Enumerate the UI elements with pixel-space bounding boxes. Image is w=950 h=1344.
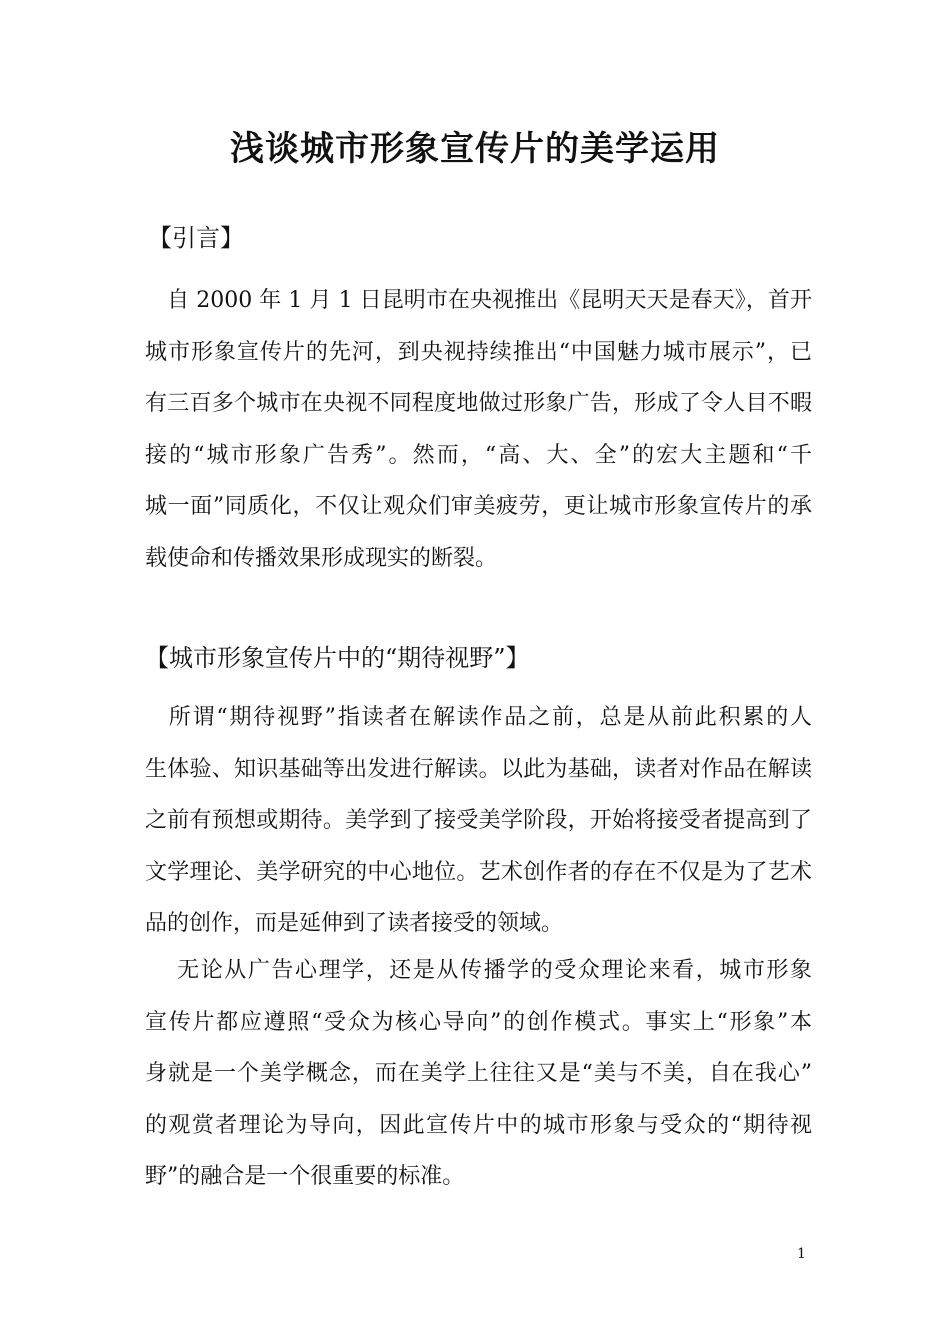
paragraph-line: 所谓“期待视野”指读者在解读作品之前，总是从前此积累的人 bbox=[145, 705, 812, 730]
paragraph-line: 身就是一个美学概念，而在美学上往往又是“美与不美，自在我心” bbox=[145, 1061, 812, 1086]
paragraph-line: 野”的融合是一个很重要的标准。 bbox=[145, 1164, 465, 1189]
paragraph-line: 城一面”同质化，不仅让观众们审美疲劳，更让城市形象宣传片的承 bbox=[145, 494, 812, 519]
paragraph-line: 宣传片都应遵照“受众为核心导向”的创作模式。事实上“形象”本 bbox=[145, 1009, 812, 1035]
paragraph-line: 之前有预想或期待。美学到了接受美学阶段，开始将接受者提高到了 bbox=[145, 808, 812, 833]
paragraph-line: 生体验、知识基础等出发进行解读。以此为基础，读者对作品在解读 bbox=[145, 756, 812, 782]
intro-paragraph bbox=[145, 275, 812, 584]
paragraph-line: 品的创作，而是延伸到了读者接受的领域。 bbox=[145, 911, 564, 936]
paragraph-line: 自 2000 年 1 月 1 日昆明市在央视推出《昆明天天是春天》，首开 bbox=[145, 288, 812, 313]
paragraph-line: 载使命和传播效果形成现实的断裂。 bbox=[145, 545, 498, 571]
paragraph-line: 无论从广告心理学，还是从传播学的受众理论来看，城市形象 bbox=[145, 958, 812, 983]
document-title: 浅谈城市形象宣传片的美学运用 bbox=[230, 128, 720, 169]
section-paragraph-1 bbox=[145, 692, 812, 950]
paragraph-line: 城市形象宣传片的先河，到央视持续推出“中国魅力城市展示”，已 bbox=[145, 339, 812, 365]
page-number: 1 bbox=[797, 1246, 806, 1262]
paragraph-line: 的观赏者理论为导向，因此宣传片中的城市形象与受众的“期待视 bbox=[145, 1112, 812, 1138]
section-paragraph-2 bbox=[145, 945, 812, 1203]
paragraph-line: 文学理论、美学研究的中心地位。艺术创作者的存在不仅是为了艺术 bbox=[145, 859, 812, 885]
paragraph-line: 有三百多个城市在央视不同程度地做过形象广告，形成了令人目不暇 bbox=[145, 391, 812, 416]
section-heading: 【城市形象宣传片中的“期待视野”】 bbox=[145, 644, 530, 672]
intro-heading: 【引言】 bbox=[148, 224, 244, 252]
paragraph-line: 接的“城市形象广告秀”。然而，“高、大、全”的宏大主题和“千 bbox=[145, 442, 812, 468]
